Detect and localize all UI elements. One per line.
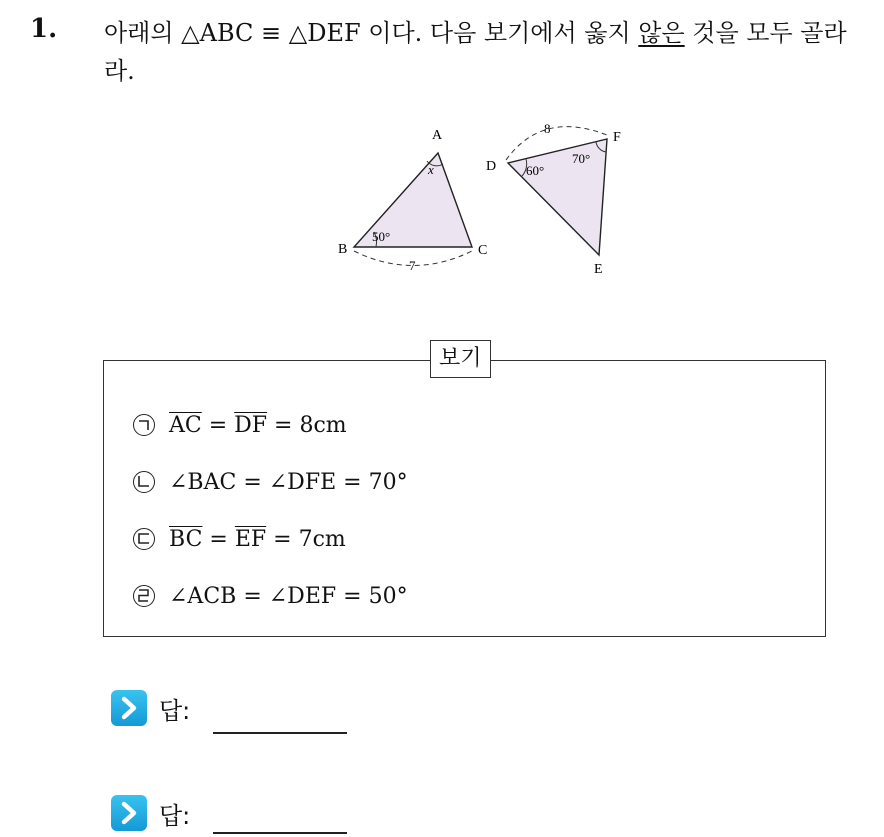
choice-nieun-lhs: ∠BAC xyxy=(169,469,237,495)
choice-nieun-rhs: ∠DFE xyxy=(268,469,337,495)
question-number: 1. xyxy=(30,14,58,44)
answer-blank-line[interactable] xyxy=(213,832,347,834)
answer-label: 답: xyxy=(159,801,191,830)
answer-arrow-icon xyxy=(111,690,147,726)
choice-giyeok-value: = 8cm xyxy=(267,412,347,438)
triangle-abc xyxy=(338,128,487,273)
choice-nieun-eq: = xyxy=(236,469,269,495)
vertex-f-label: F xyxy=(613,130,621,145)
nieun-mark-icon xyxy=(133,471,155,493)
choice-digeut-lhs: $\overline{BC}$ xyxy=(169,526,203,552)
giyeok-mark-icon xyxy=(133,414,155,436)
answer-row-1 xyxy=(111,688,190,728)
choice-nieun-value: = 70° xyxy=(336,469,408,495)
choice-rieul-value: = 50° xyxy=(336,583,408,609)
answer-row-2 xyxy=(111,793,190,833)
choice-giyeok-eq: = xyxy=(201,412,235,438)
choice-digeut xyxy=(133,523,346,555)
side-df-label: 8 xyxy=(544,121,551,136)
angle-a-label: x xyxy=(428,162,434,177)
vertex-d-label: D xyxy=(486,159,497,174)
congruent-triangles-figure xyxy=(330,115,630,285)
angle-b-label: 50° xyxy=(372,229,391,244)
choice-giyeok-rhs: $\overline{DF}$ xyxy=(234,412,268,438)
vertex-e-label: E xyxy=(594,262,603,277)
answer-blank-line[interactable] xyxy=(213,732,347,734)
answer-label: 답: xyxy=(159,696,191,725)
question-text-part2: 것을 모두 골라라. xyxy=(104,19,847,85)
choice-rieul-lhs: ∠ACB xyxy=(169,583,237,609)
vertex-b-label: B xyxy=(338,242,348,257)
question-underlined-word: 않은 xyxy=(638,19,685,47)
angle-f-label: 70° xyxy=(572,151,591,166)
digeut-mark-icon xyxy=(133,528,155,550)
choice-digeut-rhs: $\overline{EF}$ xyxy=(234,526,267,552)
choice-nieun xyxy=(133,466,408,498)
rieul-mark-icon xyxy=(133,585,155,607)
angle-d-label: 60° xyxy=(526,163,545,178)
answer-arrow-icon xyxy=(111,795,147,831)
side-bc-label: 7 xyxy=(409,258,416,273)
choice-rieul xyxy=(133,580,408,612)
vertex-a-label: A xyxy=(432,128,443,143)
triangle-def xyxy=(486,121,621,277)
choice-digeut-eq: = xyxy=(202,526,235,552)
choice-digeut-value: = 7cm xyxy=(266,526,346,552)
choice-giyeok-lhs: $\overline{AC}$ xyxy=(169,412,202,438)
triangle-def-fill xyxy=(508,139,607,255)
example-box-title: 보기 xyxy=(430,340,491,378)
question-text-part1: 아래의 △ABC ≡ △DEF 이다. 다음 보기에서 옳지 xyxy=(104,19,639,47)
vertex-c-label: C xyxy=(478,243,488,258)
choice-rieul-eq: = xyxy=(236,583,269,609)
choice-giyeok xyxy=(133,409,347,441)
choice-rieul-rhs: ∠DEF xyxy=(268,583,337,609)
question-text xyxy=(104,14,864,90)
